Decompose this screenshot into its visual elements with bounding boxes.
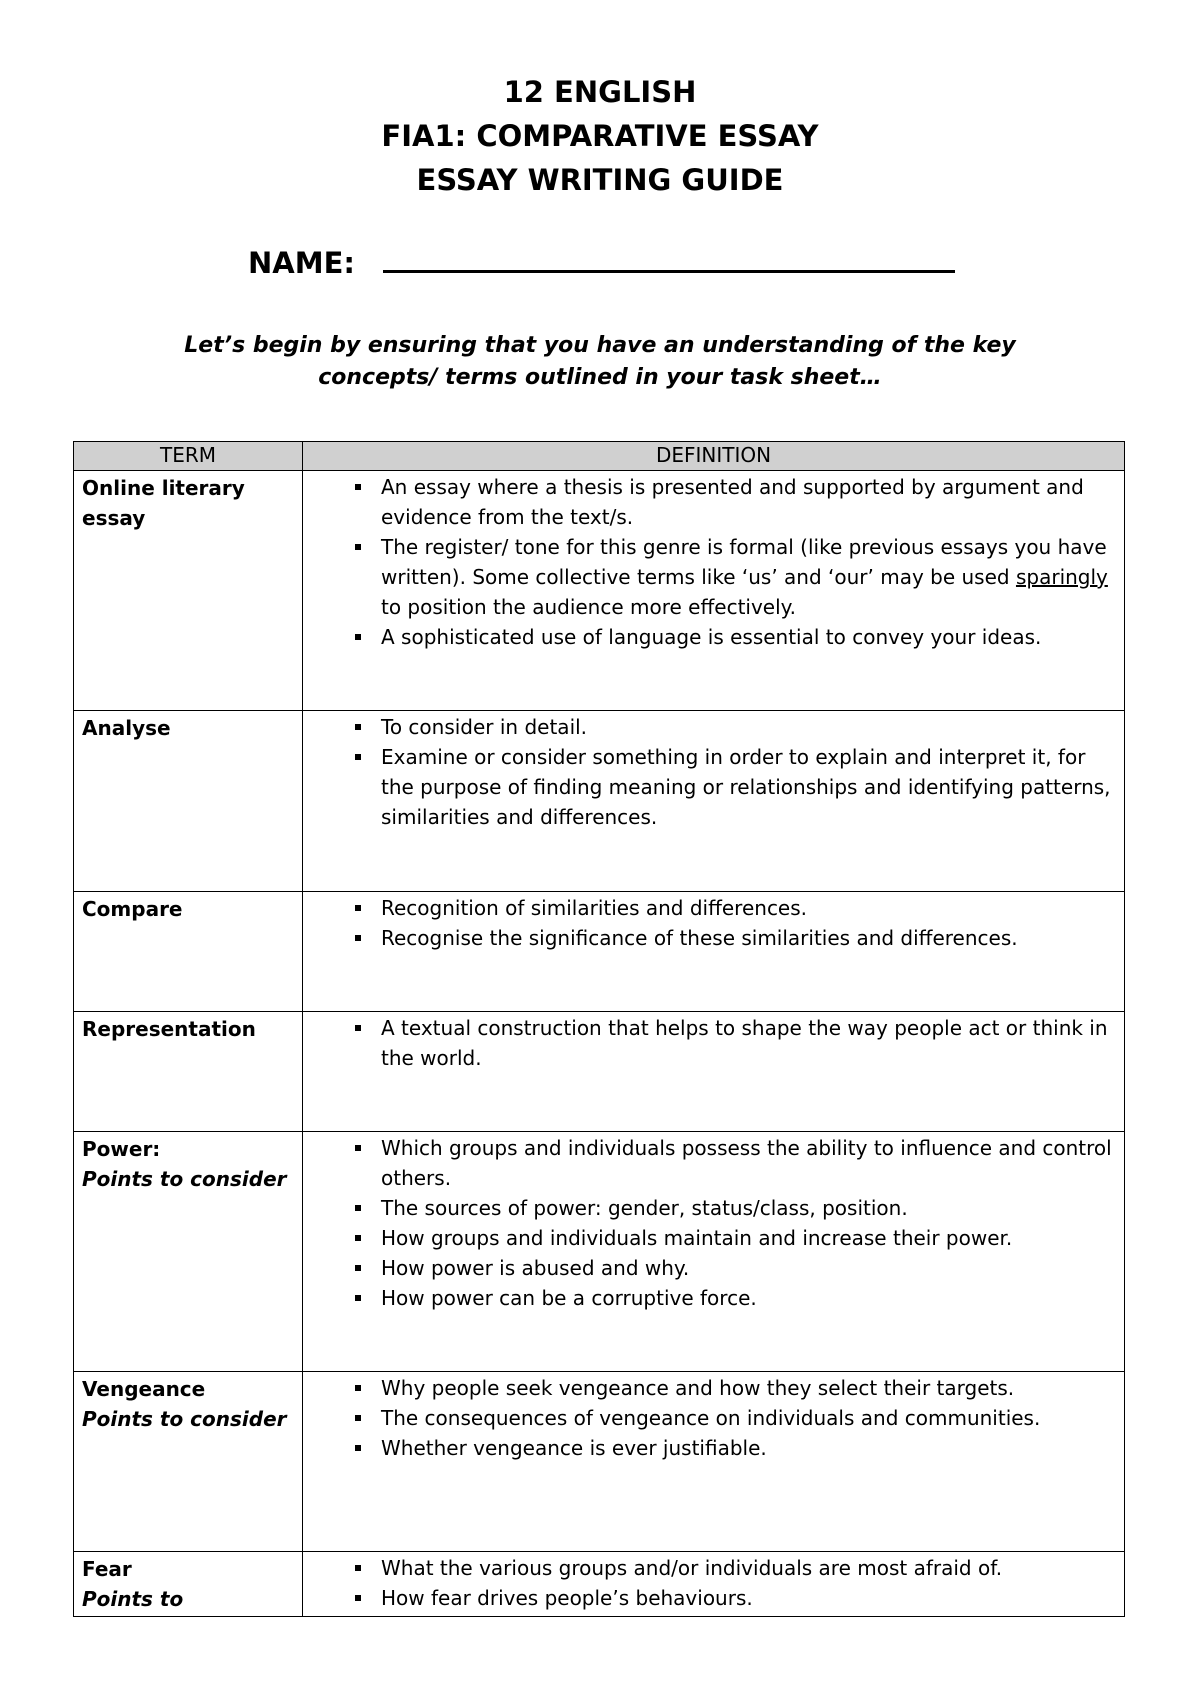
list-item: The consequences of vengeance on individuals and communities. <box>303 1403 1114 1433</box>
term-cell <box>74 1552 303 1617</box>
term-label: Analyse <box>82 716 171 740</box>
definition-list <box>303 712 1114 832</box>
term-label: Vengeance <box>82 1377 206 1401</box>
definition-list <box>303 1553 1114 1613</box>
list-item: A textual construction that helps to shape the way people act or think in the world. <box>303 1013 1114 1073</box>
list-item: Recognise the significance of these similarities and differences. <box>303 923 1114 953</box>
definition-list <box>303 1373 1114 1463</box>
list-item: Which groups and individuals possess the ability to influence and control others. <box>303 1133 1114 1193</box>
list-item: Why people seek vengeance and how they select their targets. <box>303 1373 1114 1403</box>
list-item-text-tail: to position the audience more effectively. <box>381 595 796 619</box>
term-label: Online literary essay <box>82 476 245 530</box>
underlined-word: sparingly <box>1015 565 1108 589</box>
document-title <box>0 70 1200 202</box>
list-item-text: The register/ tone for this genre is formal (like previous essays you have written). Some collective terms like ‘us’ and ‘our’ may be used <box>381 535 1107 589</box>
definition-list <box>303 893 1114 953</box>
list-item <box>303 532 1114 622</box>
column-header-term: TERM <box>74 442 303 471</box>
title-line-course: 12 ENGLISH <box>503 75 697 109</box>
definition-cell <box>303 471 1125 711</box>
table-row <box>74 1132 1125 1372</box>
name-blank-line[interactable] <box>383 240 955 273</box>
term-label: Representation <box>82 1017 256 1041</box>
list-item: The sources of power: gender, status/class, position. <box>303 1193 1114 1223</box>
list-item: Examine or consider something in order to explain and interpret it, for the purpose of finding meaning or relationships and identifying patterns, similarities and differences. <box>303 742 1114 832</box>
list-item: Recognition of similarities and differences. <box>303 893 1114 923</box>
term-cell <box>74 892 303 1012</box>
term-sublabel: Points to <box>82 1587 184 1611</box>
table-row <box>74 1552 1125 1617</box>
definition-cell <box>303 1372 1125 1552</box>
definition-list <box>303 1133 1114 1313</box>
definition-cell <box>303 892 1125 1012</box>
list-item: How power is abused and why. <box>303 1253 1114 1283</box>
list-item: To consider in detail. <box>303 712 1114 742</box>
list-item: An essay where a thesis is presented and supported by argument and evidence from the text/s. <box>303 472 1114 532</box>
term-cell <box>74 1132 303 1372</box>
term-label: Compare <box>82 897 183 921</box>
table-row <box>74 711 1125 892</box>
term-cell <box>74 711 303 892</box>
name-field-row <box>248 240 968 285</box>
column-header-definition: DEFINITION <box>303 442 1125 471</box>
table-header-row <box>74 442 1125 471</box>
list-item: How fear drives people’s behaviours. <box>303 1583 1114 1613</box>
table-row <box>74 1012 1125 1132</box>
term-cell <box>74 471 303 711</box>
key-terms-table <box>73 441 1125 1617</box>
definition-cell <box>303 1132 1125 1372</box>
definition-list <box>303 472 1114 652</box>
term-sublabel: Points to consider <box>82 1167 287 1191</box>
title-line-task: FIA1: COMPARATIVE ESSAY <box>381 119 819 153</box>
list-item: How groups and individuals maintain and increase their power. <box>303 1223 1114 1253</box>
term-cell <box>74 1012 303 1132</box>
table-row <box>74 892 1125 1012</box>
list-item: How power can be a corruptive force. <box>303 1283 1114 1313</box>
list-item: A sophisticated use of language is essential to convey your ideas. <box>303 622 1114 652</box>
table-row <box>74 471 1125 711</box>
term-cell <box>74 1372 303 1552</box>
term-label: Fear <box>82 1557 132 1581</box>
list-item: What the various groups and/or individuals are most afraid of. <box>303 1553 1114 1583</box>
title-line-guide: ESSAY WRITING GUIDE <box>416 163 784 197</box>
term-sublabel: Points to consider <box>82 1407 287 1431</box>
term-label: Power: <box>82 1137 161 1161</box>
list-item: Whether vengeance is ever justifiable. <box>303 1433 1114 1463</box>
intro-text <box>100 330 1100 394</box>
name-label: NAME: <box>248 246 355 280</box>
definition-cell <box>303 711 1125 892</box>
intro-line-2: concepts/ terms outlined in your task sheet… <box>318 365 882 390</box>
definition-cell <box>303 1012 1125 1132</box>
definition-cell <box>303 1552 1125 1617</box>
table-row <box>74 1372 1125 1552</box>
definition-list <box>303 1013 1114 1073</box>
intro-line-1: Let’s begin by ensuring that you have an understanding of the key <box>184 333 1016 358</box>
